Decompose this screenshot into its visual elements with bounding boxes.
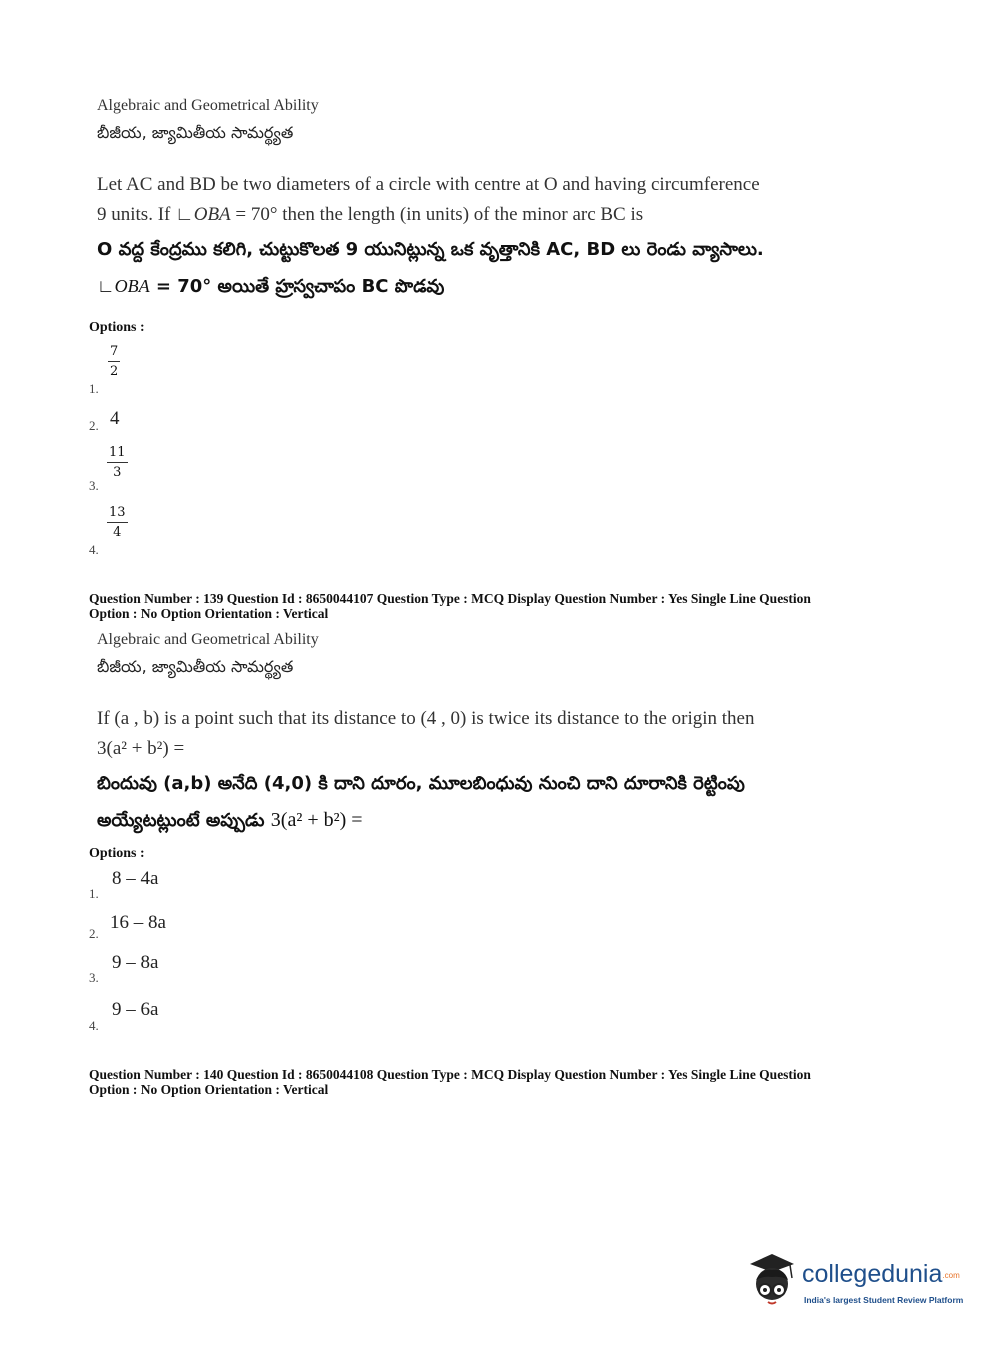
- option-number: 2.: [89, 926, 99, 941]
- logo-name: collegedunia.com: [802, 1260, 960, 1288]
- option-4-value: 9 – 6a: [112, 999, 159, 1020]
- question-line: బిందువు (a,b) అనేది (4,0) కి దాని దూరం, మూలబింధువు నుంచి దాని దూరానికి రెట్టింపు: [97, 773, 745, 794]
- options-label: Options :: [89, 320, 145, 335]
- option-4-fraction: $\frac{13}{4}$: [109, 505, 126, 540]
- question-line: O వద్ద కేంద్రము కలిగి, చుట్టుకొలత 9 యునిట్లున్న ఒక వృత్తానికి AC, BD లు రెండు వ్యాసాలు.: [97, 239, 764, 260]
- option-3-fraction: $\frac{11}{3}$: [109, 445, 126, 480]
- option-number: 1.: [89, 381, 99, 396]
- question-meta: Question Number : 139 Question Id : 8650044107 Question Type : MCQ Display Question Number : Yes Single Line Question Option : No Option Orientation : Vertical: [89, 591, 811, 621]
- question-text-en: [97, 704, 897, 764]
- question-text-te: [97, 766, 917, 839]
- option-2-value: 4: [110, 408, 120, 429]
- question-line: If (a , b) is a point such that its distance to (4 , 0) is twice its distance to the origin then: [97, 708, 755, 729]
- question-meta: Question Number : 140 Question Id : 8650044108 Question Type : MCQ Display Question Number : Yes Single Line Question Option : No Option Orientation : Vertical: [89, 1067, 811, 1097]
- option-number: 1.: [89, 886, 99, 901]
- question-line: Let AC and BD be two diameters of a circle with centre at O and having circumference: [97, 174, 760, 195]
- question-line: ∟OBA = 70° అయితే హ్రస్వచాపం BC పొడవు: [97, 276, 445, 297]
- option-number: 4.: [89, 1018, 99, 1033]
- option-1-value: 8 – 4a: [112, 868, 159, 889]
- question-line: 9 units. If ∟OBA = 70° then the length (in units) of the minor arc BC is: [97, 204, 644, 225]
- question-line: అయ్యేటట్లుంటే అప్పుడు 3(a² + b²) =: [97, 809, 363, 831]
- logo-tagline: India's largest Student Review Platform: [804, 1295, 964, 1305]
- option-1-fraction: $\frac{7}{2}$: [110, 344, 119, 379]
- mascot-icon: [742, 1250, 802, 1315]
- option-2-value: 16 – 8a: [110, 912, 166, 933]
- option-3-value: 9 – 8a: [112, 952, 159, 973]
- question-text-te: [97, 232, 917, 305]
- option-number: 2.: [89, 418, 99, 433]
- section-title-te: బీజీయ, జ్యామితీయ సామర్థ్యత: [97, 123, 294, 142]
- section-title-en: Algebraic and Geometrical Ability: [97, 97, 319, 114]
- collegedunia-logo: [742, 1250, 972, 1320]
- question-line: 3(a² + b²) =: [97, 738, 185, 759]
- section-title-te: బీజీయ, జ్యామితీయ సామర్థ్యత: [97, 657, 294, 676]
- section-title-en: Algebraic and Geometrical Ability: [97, 631, 319, 648]
- question-text-en: [97, 170, 897, 230]
- option-number: 4.: [89, 542, 99, 557]
- options-label: Options :: [89, 846, 145, 861]
- option-number: 3.: [89, 478, 99, 493]
- option-number: 3.: [89, 970, 99, 985]
